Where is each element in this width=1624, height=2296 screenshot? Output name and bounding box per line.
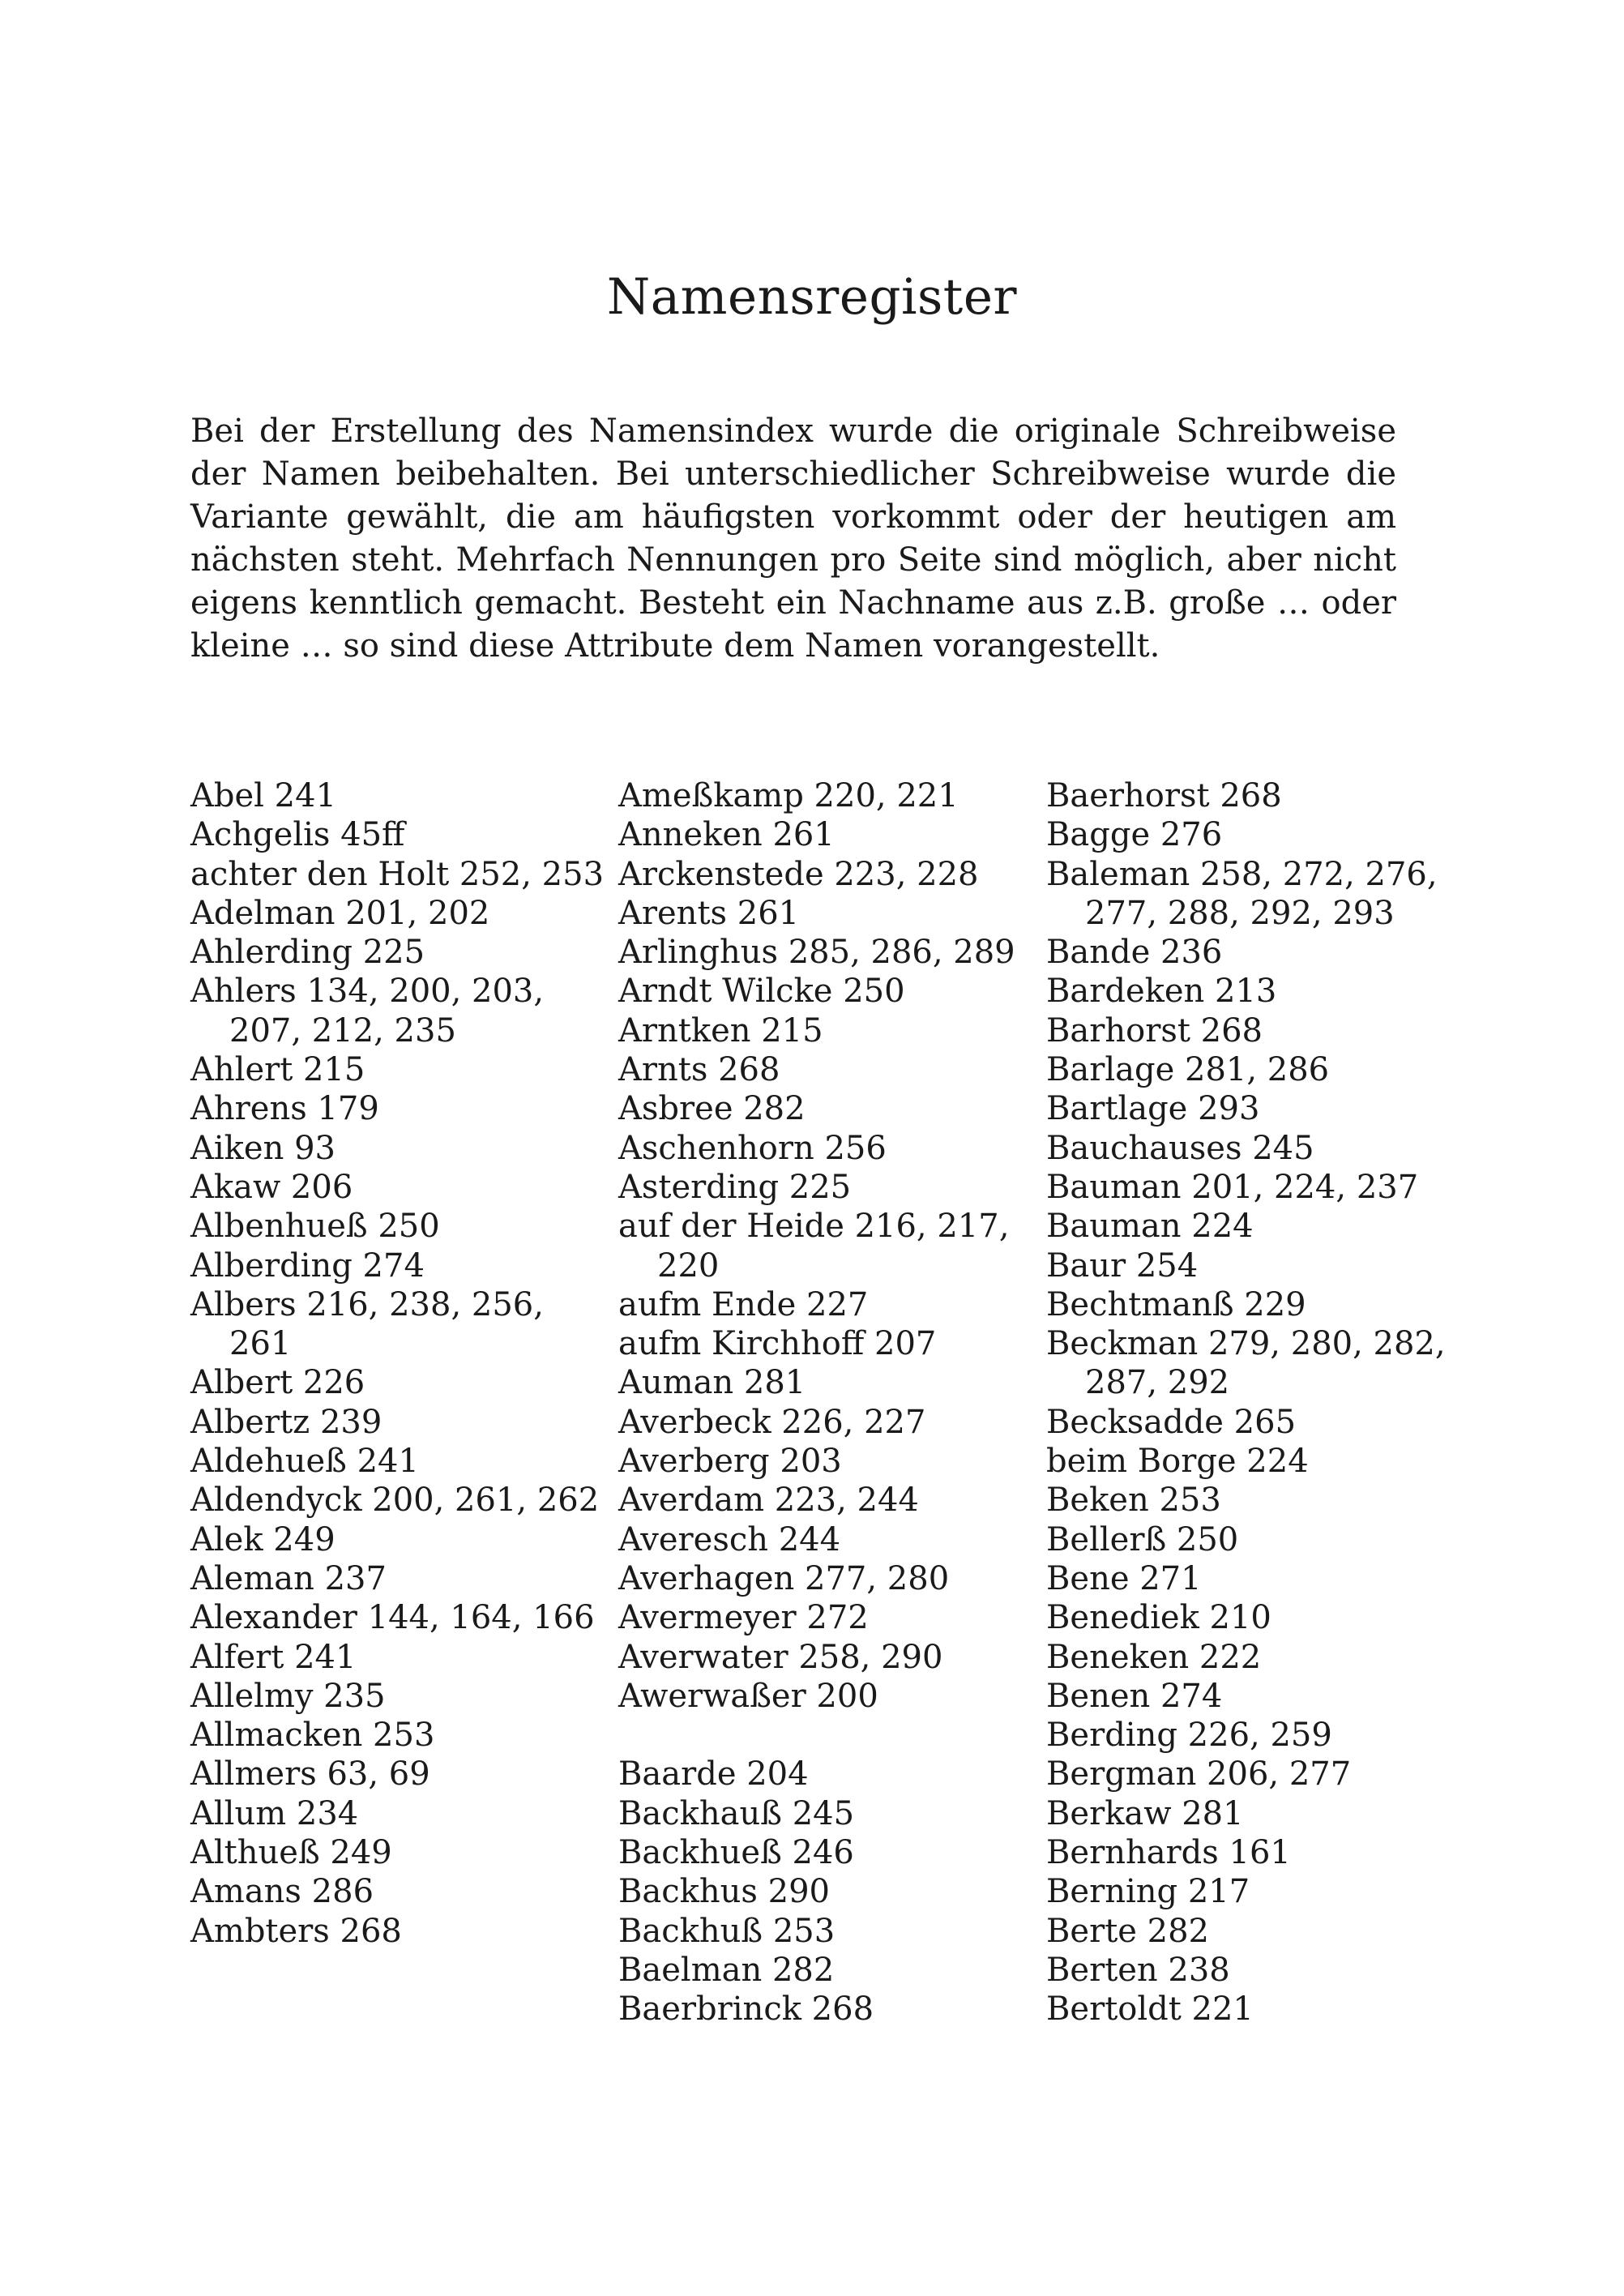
- intro-paragraph: Bei der Erstellung des Namensindex wurde die originale Schreibweise der Namen beibehalten. Bei unterschiedlicher Schreibweise wurde die Variante gewählt, die am häufigsten vorkommt oder der heutigen am nächsten steht. Mehrfach Nennungen pro Seite sind möglich, aber nicht eigens kenntlich gemacht. Besteht ein Nachname aus z.B. große … oder kleine … so sind diese Attribute dem Namen vorangestellt.: [190, 413, 1396, 665]
- index-entry: Bergman 206, 277: [1046, 1755, 1352, 1794]
- page-title: Namensregister: [606, 268, 1018, 326]
- index-entry: Backhueß 246: [618, 1834, 854, 1872]
- name-index: [190, 776, 1455, 2057]
- index-entry: aufm Ende 227: [618, 1285, 869, 1323]
- index-entry: beim Borge 224: [1046, 1443, 1309, 1481]
- index-entry: Aschenhorn 256: [618, 1129, 887, 1167]
- index-entry: Averhagen 277, 280: [618, 1559, 950, 1597]
- index-entry: Berning 217: [1046, 1873, 1250, 1911]
- group-spacer: [618, 1716, 1040, 1755]
- index-entry: Arntken 215: [618, 1011, 823, 1050]
- index-entry: Bauman 201, 224, 237: [1046, 1168, 1419, 1206]
- index-entry: Berte 282: [1046, 1912, 1209, 1950]
- index-entry: Backhus 290: [618, 1873, 830, 1911]
- index-entry: Bauman 224: [1046, 1208, 1254, 1246]
- index-entry: Arndt Wilcke 250: [618, 973, 905, 1011]
- index-entry: Berten 238: [1046, 1951, 1230, 1989]
- index-entry: Aldendyck 200, 261, 262: [190, 1481, 600, 1520]
- index-entry: Akaw 206: [190, 1168, 353, 1206]
- index-entry: Ahlers 134, 200, 203, 207, 212, 235: [190, 973, 545, 1050]
- index-entry: Averwater 258, 290: [618, 1638, 943, 1676]
- index-entry: Awerwaßer 200: [618, 1677, 878, 1715]
- index-entry: Backhauß 245: [618, 1794, 855, 1832]
- index-entry: Backhuß 253: [618, 1912, 836, 1950]
- index-entry: Aldehueß 241: [190, 1443, 419, 1481]
- index-entry: Bellerß 250: [1046, 1520, 1239, 1558]
- index-entry: Allelmy 235: [190, 1677, 386, 1715]
- index-entry: Adelman 201, 202: [190, 894, 490, 932]
- index-entry: Bene 271: [1046, 1559, 1202, 1597]
- index-entry: Aleman 237: [190, 1559, 387, 1597]
- index-entry: Barlage 281, 286: [1046, 1051, 1330, 1089]
- index-entry: Alfert 241: [190, 1638, 357, 1676]
- index-entry: Bardeken 213: [1046, 973, 1277, 1011]
- index-entry: Baerbrinck 268: [618, 1990, 874, 2029]
- index-entry: Albers 216, 238, 256, 261: [190, 1285, 544, 1363]
- index-entry: Alberding 274: [190, 1246, 425, 1285]
- index-entry: Bauchauses 245: [1046, 1129, 1314, 1167]
- index-entry: Asbree 282: [618, 1090, 806, 1128]
- index-entry: Averberg 203: [618, 1443, 842, 1481]
- index-entry: Achgelis 45ff: [190, 816, 405, 854]
- index-entry: Averbeck 226, 227: [618, 1403, 926, 1441]
- index-entry: Aiken 93: [190, 1129, 335, 1167]
- index-entry: Baur 254: [1046, 1246, 1199, 1285]
- index-entry: Alexander 144, 164, 166: [190, 1599, 595, 1637]
- index-entry: Barhorst 268: [1046, 1011, 1263, 1050]
- index-entry: Auman 281: [618, 1364, 806, 1402]
- index-entry: Averesch 244: [618, 1520, 841, 1558]
- index-entry: Abel 241: [190, 777, 337, 815]
- index-entry: Baelman 282: [618, 1951, 835, 1989]
- index-entry: aufm Kirchhoff 207: [618, 1325, 937, 1363]
- index-entry: Anneken 261: [618, 816, 835, 854]
- index-entry: Ahlert 215: [190, 1051, 365, 1089]
- index-entry: Benediek 210: [1046, 1599, 1271, 1637]
- index-entry: Berding 226, 259: [1046, 1717, 1332, 1755]
- index-group-a: [618, 776, 1040, 1716]
- index-entry: Albenhueß 250: [190, 1208, 440, 1246]
- index-entry: Arlinghus 285, 286, 289: [618, 934, 1015, 972]
- index-entry: Avermeyer 272: [618, 1599, 869, 1637]
- index-entry: Albert 226: [190, 1364, 365, 1402]
- index-entry: Allum 234: [190, 1794, 359, 1832]
- index-entry: Baarde 204: [618, 1755, 809, 1794]
- index-entry: Baleman 258, 272, 276, 277, 288, 292, 293: [1046, 855, 1438, 932]
- index-entry: Allmacken 253: [190, 1717, 435, 1755]
- index-entry: Benen 274: [1046, 1677, 1223, 1715]
- index-entry: Asterding 225: [618, 1168, 852, 1206]
- index-entry: Arnts 268: [618, 1051, 780, 1089]
- index-entry: Ahrens 179: [190, 1090, 379, 1128]
- index-column-2: [618, 776, 1040, 2029]
- index-entry: Althueß 249: [190, 1834, 392, 1872]
- index-entry: Amans 286: [190, 1873, 374, 1911]
- index-column-3: [1046, 776, 1468, 2029]
- index-entry: Ambters 268: [190, 1912, 402, 1950]
- index-entry: Ahlerding 225: [190, 934, 425, 972]
- index-entry: Beken 253: [1046, 1481, 1221, 1520]
- index-entry: Becksadde 265: [1046, 1403, 1297, 1441]
- index-entry: Bartlage 293: [1046, 1090, 1260, 1128]
- index-entry: Ameßkamp 220, 221: [618, 777, 959, 815]
- index-entry: Bernhards 161: [1046, 1834, 1291, 1872]
- index-entry: Albertz 239: [190, 1403, 382, 1441]
- index-entry: Baerhorst 268: [1046, 777, 1282, 815]
- index-entry: Bechtmanß 229: [1046, 1285, 1306, 1323]
- index-entry: achter den Holt 252, 253: [190, 855, 605, 893]
- index-entry: Beneken 222: [1046, 1638, 1262, 1676]
- index-entry: Bande 236: [1046, 934, 1223, 972]
- index-entry: Alek 249: [190, 1520, 335, 1558]
- index-entry: Allmers 63, 69: [190, 1755, 430, 1794]
- index-column-1: [190, 776, 612, 1951]
- index-entry: Arents 261: [618, 894, 800, 932]
- index-entry: Berkaw 281: [1046, 1794, 1244, 1832]
- index-entry: Arckenstede 223, 228: [618, 855, 979, 893]
- index-entry: Bertoldt 221: [1046, 1990, 1254, 2029]
- index-entry: auf der Heide 216, 217, 220: [618, 1208, 1010, 1285]
- index-group-b: [618, 1755, 1040, 2029]
- index-entry: Bagge 276: [1046, 816, 1223, 854]
- index-entry: Averdam 223, 244: [618, 1481, 919, 1520]
- index-entry: Beckman 279, 280, 282, 287, 292: [1046, 1325, 1446, 1402]
